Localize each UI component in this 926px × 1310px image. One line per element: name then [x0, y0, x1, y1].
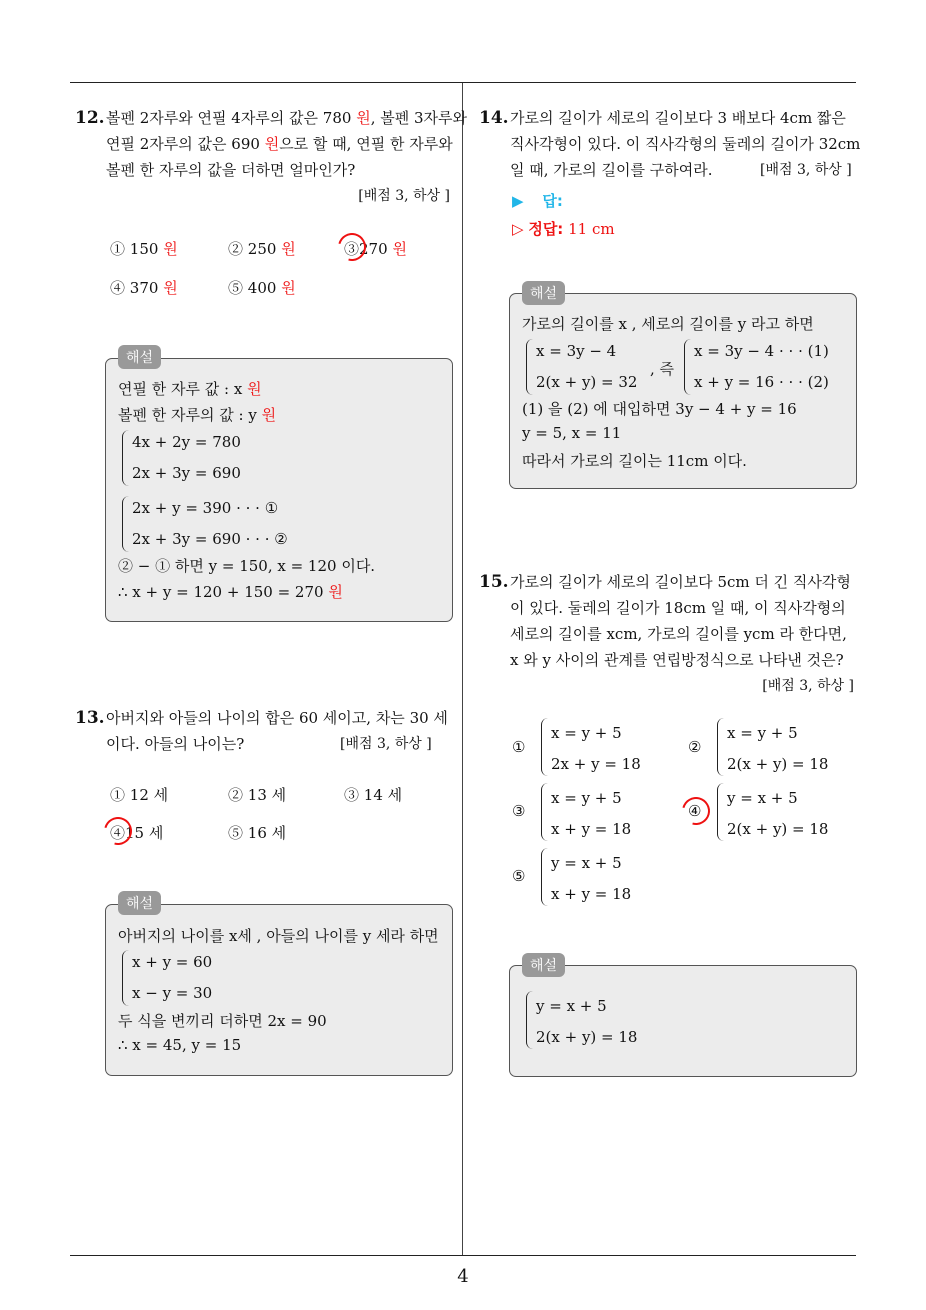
q12-option-3[interactable]: ③270 원 — [344, 240, 407, 258]
q14-sol-line-3: y = 5, x = 11 — [522, 424, 622, 442]
question-15-text — [510, 569, 860, 699]
q14-sol-mid: , 즉 — [650, 360, 675, 378]
question-number: 13. — [75, 708, 105, 728]
system-brace — [541, 783, 548, 841]
selected-answer-circle — [99, 812, 137, 850]
q15-opt5-eq2: x + y = 18 — [551, 885, 632, 903]
q15-option-4-mark[interactable]: ④ — [688, 802, 702, 820]
q15-opt1-eq2: 2x + y = 18 — [551, 755, 641, 773]
q12-sys1-eq1: 4x + 2y = 780 — [132, 433, 241, 451]
q12-option-4[interactable]: ④ 370 원 — [110, 279, 178, 297]
system-brace — [717, 783, 724, 841]
q15-solution-box — [509, 965, 857, 1077]
answer-marker-icon: ▶ — [512, 192, 524, 210]
q12-meta: [배점 3, 하상 ] — [358, 188, 450, 204]
q15-line-2: 이 있다. 둘레의 길이가 18cm 일 때, 이 직사각형의 — [510, 599, 846, 617]
q14-sys1-eq2: 2(x + y) = 32 — [536, 373, 638, 391]
q13-line-2: 이다. 아들의 나이는? — [106, 735, 245, 753]
system-brace — [526, 991, 533, 1049]
q15-option-1-mark[interactable]: ① — [512, 738, 526, 756]
q14-sol-line-1: 가로의 길이를 x , 세로의 길이를 y 라고 하면 — [522, 315, 814, 333]
q15-line-4: x 와 y 사이의 관계를 연립방정식으로 나타낸 것은? — [510, 651, 844, 669]
q14-meta: [배점 3, 하상 ] — [760, 162, 852, 178]
column-divider — [462, 83, 463, 1255]
system-brace — [122, 950, 129, 1006]
q12-sol-line-4: ∴ x + y = 120 + 150 = 270 원 — [118, 583, 343, 601]
q15-opt2-eq2: 2(x + y) = 18 — [727, 755, 829, 773]
solution-tag: 해설 — [118, 891, 161, 915]
q12-sol-line-3: ② − ① 하면 y = 150, x = 120 이다. — [118, 557, 376, 575]
page-number: 4 — [457, 1266, 469, 1287]
q15-opt2-eq1: x = y + 5 — [727, 724, 798, 742]
bottom-rule — [70, 1255, 856, 1256]
q15-opt4-eq2: 2(x + y) = 18 — [727, 820, 829, 838]
q13-meta: [배점 3, 하상 ] — [340, 736, 432, 752]
system-brace — [684, 339, 691, 395]
q12-option-2[interactable]: ② 250 원 — [228, 240, 296, 258]
q13-option-3[interactable]: ③ 14 세 — [344, 786, 403, 804]
q15-option-5-mark[interactable]: ⑤ — [512, 867, 526, 885]
q14-sys1-eq1: x = 3y − 4 — [536, 342, 617, 360]
q13-option-4[interactable]: ④15 세 — [110, 824, 164, 842]
q12-sys2-eq2: 2x + 3y = 690 · · · ② — [132, 530, 288, 548]
q13-sol-line-3: ∴ x = 45, y = 15 — [118, 1036, 242, 1054]
q12-option-1[interactable]: ① 150 원 — [110, 240, 178, 258]
q12-line-3: 볼펜 한 자루의 값을 더하면 얼마인가? — [106, 161, 356, 179]
q15-opt5-eq1: y = x + 5 — [551, 854, 622, 872]
system-brace — [541, 718, 548, 776]
q15-sol-eq2: 2(x + y) = 18 — [536, 1028, 638, 1046]
top-rule — [70, 82, 856, 83]
q12-line-2: 연필 2자루의 값은 690 원으로 할 때, 연필 한 자루와 — [106, 135, 453, 153]
q15-opt1-eq1: x = y + 5 — [551, 724, 622, 742]
q12-option-5[interactable]: ⑤ 400 원 — [228, 279, 296, 297]
selected-answer-circle — [333, 228, 371, 266]
q15-opt3-eq1: x = y + 5 — [551, 789, 622, 807]
q14-sol-line-4: 따라서 가로의 길이는 11cm 이다. — [522, 452, 747, 470]
q12-sys1-eq2: 2x + 3y = 690 — [132, 464, 241, 482]
correct-answer-line — [512, 218, 615, 239]
q15-line-1: 가로의 길이가 세로의 길이보다 5cm 더 긴 직사각형 — [510, 573, 851, 591]
question-number: 15. — [479, 572, 509, 592]
q13-sol-line-2: 두 식을 변끼리 더하면 2x = 90 — [118, 1012, 327, 1030]
q14-line-3: 일 때, 가로의 길이를 구하여라. — [510, 161, 713, 179]
q15-sol-eq1: y = x + 5 — [536, 997, 607, 1015]
q15-line-3: 세로의 길이를 xcm, 가로의 길이를 ycm 라 한다면, — [510, 625, 847, 643]
solution-tag: 해설 — [522, 953, 565, 977]
q12-sys2-eq1: 2x + y = 390 · · · ① — [132, 499, 279, 517]
q15-meta: [배점 3, 하상 ] — [762, 678, 854, 694]
q12-sol-line-1: 연필 한 자루 값 : x 원 — [118, 380, 262, 398]
q14-sys2-eq1: x = 3y − 4 · · · (1) — [694, 342, 829, 360]
q13-sys-eq1: x + y = 60 — [132, 953, 213, 971]
q13-option-5[interactable]: ⑤ 16 세 — [228, 824, 287, 842]
q13-option-1[interactable]: ① 12 세 — [110, 786, 169, 804]
system-brace — [526, 339, 533, 395]
system-brace — [122, 496, 129, 552]
correct-value: 11 cm — [568, 220, 615, 238]
correct-marker-icon: ▷ — [512, 220, 524, 238]
q15-opt4-eq1: y = x + 5 — [727, 789, 798, 807]
q14-sol-line-2: (1) 을 (2) 에 대입하면 3y − 4 + y = 16 — [522, 400, 797, 418]
selected-answer-circle — [677, 792, 715, 830]
q14-line-1: 가로의 길이가 세로의 길이보다 3 배보다 4cm 짧은 — [510, 109, 846, 127]
q13-option-2[interactable]: ② 13 세 — [228, 786, 287, 804]
q13-line-1: 아버지와 아들의 나이의 합은 60 세이고, 차는 30 세 — [106, 709, 448, 727]
correct-label: 정답: — [528, 220, 564, 238]
q15-option-3-mark[interactable]: ③ — [512, 802, 526, 820]
system-brace — [541, 848, 548, 906]
q12-sol-line-2: 볼펜 한 자루의 값 : y 원 — [118, 406, 277, 424]
solution-tag: 해설 — [522, 281, 565, 305]
answer-label: 답: — [542, 192, 563, 210]
q15-option-2-mark[interactable]: ② — [688, 738, 702, 756]
question-number: 14. — [479, 108, 509, 128]
answer-line — [512, 190, 563, 211]
q13-sol-line-1: 아버지의 나이를 x세 , 아들의 나이를 y 세라 하면 — [118, 927, 439, 945]
q15-opt3-eq2: x + y = 18 — [551, 820, 632, 838]
q14-sys2-eq2: x + y = 16 · · · (2) — [694, 373, 829, 391]
system-brace — [717, 718, 724, 776]
solution-tag: 해설 — [118, 345, 161, 369]
q12-line-1: 볼펜 2자루와 연필 4자루의 값은 780 원, 볼펜 3자루와 — [106, 109, 468, 127]
q13-sys-eq2: x − y = 30 — [132, 984, 213, 1002]
question-number: 12. — [75, 108, 105, 128]
question-12-text — [106, 105, 468, 209]
system-brace — [122, 430, 129, 486]
q14-line-2: 직사각형이 있다. 이 직사각형의 둘레의 길이가 32cm — [510, 135, 861, 153]
